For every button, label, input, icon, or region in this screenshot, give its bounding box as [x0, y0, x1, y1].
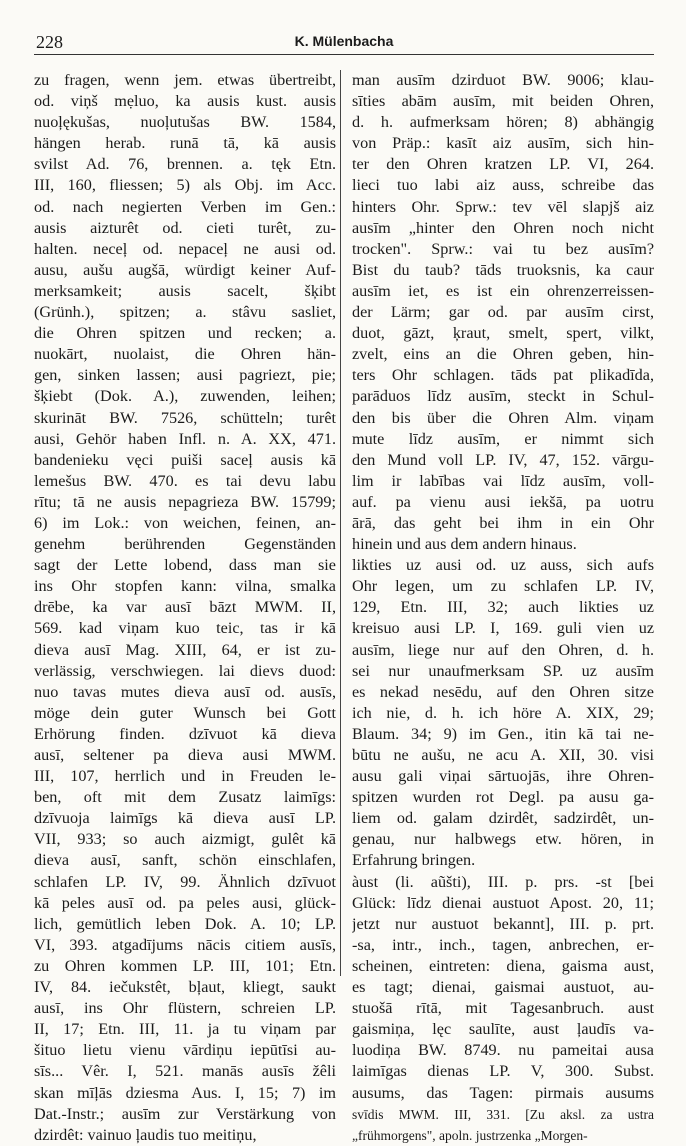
text-line: Glück: līdz dienai austuot Apost. 20, 11;: [352, 893, 654, 912]
text-line: drēbe, ka var ausī bāzt MWM. II,: [34, 598, 336, 617]
text-line: spitzen wurden rot Degl. pa ausu ga-: [352, 788, 654, 807]
text-line: dieva ausī Mag. XIII, 64, er ist zu-: [34, 640, 336, 659]
text-line: von Präp.: kasīt aiz ausīm, sich hin-: [352, 134, 654, 153]
text-line: šķiebt (Dok. A.), zuwenden, leihen;: [34, 387, 336, 406]
text-line: zu Ohren kommen LP. III, 101; Etn.: [34, 956, 336, 975]
text-line: jetzt nur austuot bekannt], III. p. prt.: [352, 914, 654, 933]
text-line: laimīgas dienas LP. V, 300. Subst.: [352, 1062, 654, 1081]
text-line: den Mund voll LP. IV, 47, 152. vārgu-: [352, 450, 654, 469]
text-line: svīdis MWM. III, 331. [Zu aksl. za ustra: [352, 1106, 654, 1122]
text-line: genehm berührenden Gegenständen: [34, 535, 336, 554]
text-line: kreisuo ausi LP. I, 169. guli vien uz: [352, 619, 654, 638]
text-line: hinein und aus dem andern hinaus.: [352, 535, 577, 554]
text-line: ausīm iet, es ist ein ohrenzerreissen-: [352, 281, 654, 300]
text-line: Erfahrung bringen.: [352, 851, 476, 870]
text-line: liem od. galam dzirdêt, sadzirdêt, un-: [352, 809, 654, 828]
text-line: „frühmorgens", apoln. justrzenka „Morgen-: [352, 1127, 588, 1143]
text-line: IV, 84. iečukstêt, bļaut, kliegt, saukt: [34, 978, 336, 997]
text-line: sīs... Vêr. I, 521. manās ausīs žêli: [34, 1062, 336, 1081]
running-head: K. Mülenbacha: [294, 33, 394, 49]
text-line: der Lärm; gar od. par ausīm cirst,: [352, 303, 654, 322]
text-line: ausī, seltener pa dieva ausi MWM.: [34, 746, 336, 764]
text-line: parāduos līdz ausīm, steckt in Schul-: [352, 387, 654, 406]
text-line: od. viņš mẹluo, ka ausis kust. ausis: [34, 92, 336, 111]
text-line: ausums, das Tagen: pirmais ausums: [352, 1083, 654, 1102]
text-line: III, 107, herrlich und in Freuden le-: [34, 767, 336, 786]
text-line: die Ohren spitzen und recken; a.: [34, 324, 336, 343]
text-line: skan mīļās dziesma Aus. I, 15; 7) im: [34, 1083, 336, 1102]
text-line: gaismiņa, lęc saulīte, aust ļaudīs va-: [352, 1020, 654, 1039]
text-line: lemešus BW. 470. es tai devu labu: [34, 471, 336, 490]
text-line: gen, sinken lassen; ausi pagriezt, pie;: [34, 366, 336, 385]
page-header: [34, 30, 654, 55]
text-line: II, 17; Etn. III, 11. ja tu viņam par: [34, 1020, 336, 1039]
text-line: ausi, Gehör haben Infl. n. A. XX, 471.: [34, 429, 336, 448]
left-text-column: [34, 70, 336, 1146]
text-line: schlafen LP. IV, 99. Ähnlich dzīvuot: [34, 872, 336, 891]
text-line: VII, 933; so auch aizmigt, gulêt kā: [34, 830, 336, 849]
text-line: hängen herab. runā tā, kā ausis: [34, 134, 336, 153]
text-line: bandenieku vęci puiši saceļ ausis kā: [34, 450, 336, 469]
text-line: sagt der Lette lobend, dass man sie: [34, 556, 336, 575]
text-line: ausīm, liege nur auf den Ohren, d. h.: [352, 640, 654, 659]
text-line: ausu gali viņai sārtuojās, ihre Ohren-: [352, 767, 654, 786]
text-line: stuošā rītā, mit Tagesanbruch. aust: [352, 999, 654, 1018]
text-line: àust (li. aũšti), III. p. prs. -st [bei: [352, 872, 654, 891]
text-line: d. h. aufmerksam hören; 8) abhängig: [352, 113, 654, 132]
text-line: dzīvuoja laimīgs kā dieva ausī LP.: [34, 809, 336, 828]
right-text-column: [352, 70, 654, 1146]
text-line: scheinen, eintreten: diena, gaisma aust,: [352, 956, 654, 975]
text-line: būtu ne aušu, ne acu A. XII, 30. visi: [352, 746, 654, 764]
text-line: ins Ohr stopfen kann: vilna, smalka: [34, 577, 336, 596]
text-line: mute līdz ausīm, er nimmt sich: [352, 429, 654, 448]
text-line: man ausīm dzirduot BW. 9006; klau-: [352, 71, 654, 89]
text-line: lim ir labības vai līdz ausīm, voll-: [352, 471, 654, 490]
text-line: Blaum. 34; 9) im Gen., itin kā tai ne-: [352, 724, 654, 743]
text-line: zvelt, eins an die Ohren geben, hin-: [352, 345, 654, 364]
text-line: likties uz ausi od. uz auss, sich aufs: [352, 556, 654, 575]
text-line: nuo tavas mutes dieva ausī od. ausīs,: [34, 682, 336, 701]
text-line: dzirdêt: vainuo ļaudis tuo meitiņu,: [34, 1125, 257, 1144]
text-line: ausis aizturêt od. cieti turêt, zu-: [34, 218, 336, 237]
text-line: rītu; tā ne ausis nepagrieza BW. 15799;: [34, 492, 336, 511]
text-line: trocken". Sprw.: vai tu bez ausīm?: [352, 239, 654, 258]
text-line: genau, nur halbwegs etw. hören, in: [352, 830, 654, 849]
text-line: ich nie, d. h. ich höre A. XIX, 29;: [352, 703, 654, 722]
text-line: Dat.-Instr.; ausīm zur Verstärkung von: [34, 1104, 336, 1123]
text-line: kā peles ausī od. pa peles ausi, glück-: [34, 893, 336, 912]
text-line: es nekad nesēdu, auf den Ohren sitze: [352, 682, 654, 701]
text-line: verlässig, verschwiegen. lai dievs duod:: [34, 661, 336, 680]
text-line: ters Ohr schlagen. tāds pat plikadīda,: [352, 366, 654, 385]
text-line: lieci tuo labi aiz auss, schreibe das: [352, 176, 654, 195]
text-line: duot, gāzt, ķraut, smelt, spert, vilkt,: [352, 324, 654, 343]
text-line: nuoļękušas, nuoļutušas BW. 1584,: [34, 113, 336, 132]
text-line: ārā, das geht bei ihm in ein Ohr: [352, 513, 654, 532]
text-line: nuokārt, nuolaist, die Ohren hän-: [34, 345, 336, 364]
text-line: sīties abām ausīm, mit beiden Ohren,: [352, 92, 654, 111]
text-line: -sa, intr., inch., tagen, anbrechen, er-: [352, 935, 654, 954]
text-line: möge dein guter Wunsch bei Gott: [34, 703, 336, 722]
text-line: ausī, ins Ohr flüstern, schreien LP.: [34, 999, 336, 1018]
text-line: halten. neceļ od. nepaceļ ne ausi od.: [34, 239, 336, 258]
text-line: (Grünh.), spitzen; a. stâvu sasliet,: [34, 303, 336, 322]
text-line: 129, Etn. III, 32; auch likties uz: [352, 598, 654, 617]
text-line: den bis über die Ohren Alm. viņam: [352, 408, 654, 427]
text-line: Bist du taub? tāds truoksnis, ka caur: [352, 260, 654, 279]
text-line: ter den Ohren kratzen LP. VI, 264.: [352, 155, 654, 174]
page-number: 228: [36, 32, 63, 52]
text-line: Erhörung finden. dzīvuot kā dieva: [34, 724, 336, 743]
text-line: sei nur unaufmerksam SP. uz ausīm: [352, 661, 654, 680]
text-line: III, 160, fliessen; 5) als Obj. im Acc.: [34, 176, 336, 195]
text-line: VI, 393. atgadījums nācis citiem ausīs,: [34, 935, 336, 954]
text-line: ausīm „hinter den Ohren noch nicht: [352, 218, 654, 237]
text-line: hinters Ohr. Sprw.: tev vēl slapjš aiz: [352, 197, 654, 216]
text-line: luodiņa BW. 8749. nu pameitai ausa: [352, 1041, 654, 1060]
text-line: skurināt BW. 7526, schütteln; turêt: [34, 408, 336, 427]
text-line: lich, gemütlich leben Dok. A. 10; LP.: [34, 914, 336, 933]
text-line: dieva ausī, sanft, schön einschlafen,: [34, 851, 336, 870]
text-line: merksamkeit; ausis sacelt, šķibt: [34, 281, 336, 300]
text-line: auf. pa vienu ausi iekšā, pa uotru: [352, 492, 654, 511]
text-line: šituo lietu vienu vārdiņu iepūtīsi au-: [34, 1041, 336, 1060]
text-line: od. nach negierten Verben im Gen.:: [34, 197, 336, 216]
text-line: ben, oft mit dem Zusatz laimīgs:: [34, 788, 336, 807]
text-line: Ohr legen, um zu schlafen LP. IV,: [352, 577, 654, 596]
text-line: es tagt; dienai, gaismai austuot, au-: [352, 978, 654, 997]
text-line: svilst Ad. 76, brennen. a. tęk Etn.: [34, 155, 336, 174]
text-line: ausu, aušu augšā, würdigt keiner Auf-: [34, 260, 336, 279]
text-line: 569. kad viņam kuo teic, tas ir kā: [34, 619, 336, 638]
column-divider: [340, 70, 341, 976]
text-line: 6) im Lok.: von weichen, feinen, an-: [34, 513, 336, 532]
text-line: zu fragen, wenn jem. etwas übertreibt,: [34, 71, 336, 89]
